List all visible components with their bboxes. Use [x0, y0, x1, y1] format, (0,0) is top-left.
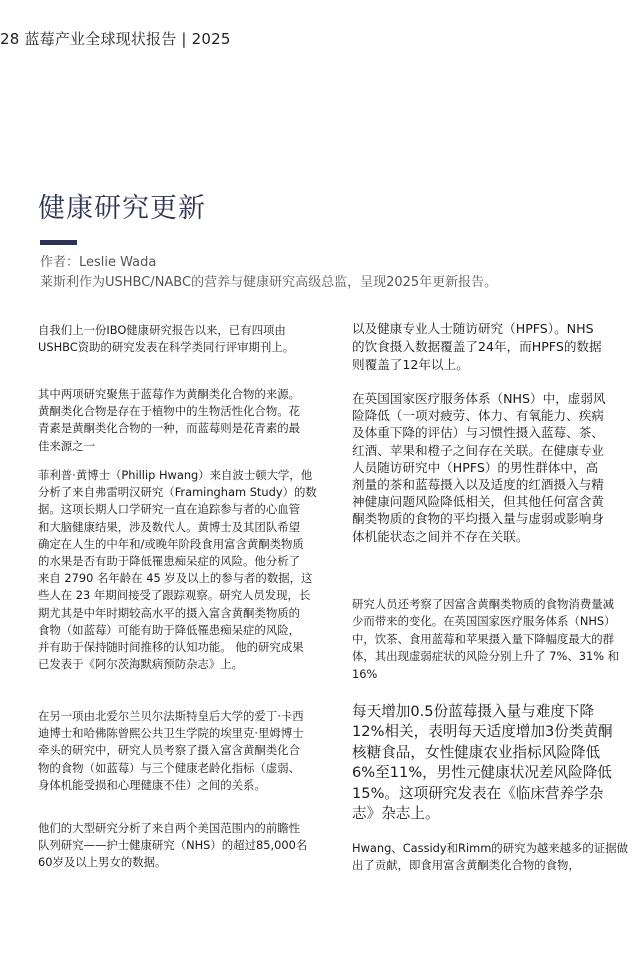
left-para-5 — [38, 820, 307, 872]
text-line: 的饮食摄入数据覆盖了24年，而HPFS的数据 — [352, 339, 602, 355]
text-line: 体，其出现虚弱症状的风险分别上升了 7%、31% 和 — [352, 649, 620, 664]
text-line: 佳来源之一 — [38, 438, 95, 453]
text-line: 核糖食品，女性健康农业指标风险降低 — [352, 743, 601, 761]
text-line: 体机能状态之间并不存在关联。 — [352, 528, 529, 544]
text-line: 以及健康专业人士随访研究（HPFS）。NHS — [352, 321, 594, 336]
text-line: 神健康问题风险降低相关，但其他任何富含黄 — [352, 494, 604, 510]
text-line: Hwang、Cassidy和Rimm的研究为越来越多的证据做 — [352, 841, 628, 855]
text-line: 酮类物质的食物的平均摄入量与虚弱或影响身 — [352, 511, 604, 527]
title-accent-bar — [40, 240, 77, 245]
text-line: 6%至11%，男性元健康状况差风险降低 — [352, 764, 612, 782]
article-title: 健康研究更新 — [38, 193, 206, 224]
text-line: 身体机能受损和心理健康不佳）之间的关系。 — [38, 777, 266, 792]
right-para-2 — [352, 390, 606, 545]
text-line: 分析了来自弗雷明汉研究（Framingham Study）的数 — [38, 485, 317, 500]
text-line: 食物（如蓝莓）可能有助于降低罹患痴呆症的风险， — [38, 622, 300, 637]
text-line: 红酒、苹果和橙子之间存在关联。在健康专业 — [352, 442, 604, 458]
page-header: 28 蓝莓产业全球现状报告 | 2025 — [0, 30, 231, 48]
text-line: 黄酮类化合物是存在于植物中的生物活性化合物。花 — [38, 404, 300, 419]
left-para-3 — [38, 467, 317, 673]
text-line: 16% — [352, 666, 378, 681]
text-line: 12%相关，表明每天适度增加3份类黄酮 — [352, 723, 613, 741]
right-para-4 — [352, 702, 613, 824]
text-line: 据。这项长期人口学研究一直在追踪参与者的心血管 — [38, 502, 300, 517]
text-line: 和大脑健康结果，涉及数代人。黄博士及其团队希望 — [38, 519, 300, 534]
text-line: USHBC资助的研究发表在科学类同行评审期刊上。 — [38, 340, 295, 355]
text-line: 迪博士和哈佛陈曾熙公共卫生学院的埃里克·里姆博士 — [38, 726, 304, 741]
text-line: 队列研究——护士健康研究（NHS）的超过85,000名 — [38, 838, 308, 853]
text-line: 剂量的茶和蓝莓摄入以及适度的红酒摄入与精 — [352, 477, 604, 493]
text-line: 险降低（一项对疲劳、体力、有氧能力、疾病 — [352, 408, 604, 424]
text-line: 在另一项由北爱尔兰贝尔法斯特皇后大学的爱丁·卡西 — [38, 709, 304, 723]
text-line: 其中两项研究聚焦于蓝莓作为黄酮类化合物的来源。 — [38, 387, 300, 401]
text-line: 的水果是否有助于降低罹患痴呆症的风险。他分析了 — [38, 554, 300, 569]
left-para-4 — [38, 708, 304, 794]
author-bio: 莱斯利作为USHBC/NABC的营养与健康研究高级总监，呈现2025年更新报告。 — [40, 275, 498, 290]
text-line: 确定在人生的中年和/或晚年阶段食用富含黄酮类物质 — [38, 536, 304, 551]
text-line: 人员随访研究中（HPFS）的男性群体中，高 — [352, 459, 599, 475]
text-line: 来自 2790 名年龄在 45 岁及以上的参与者的数据，这 — [38, 571, 313, 586]
left-para-2 — [38, 386, 300, 455]
text-line: 他们的大型研究分析了来自两个美国范围内的前瞻性 — [38, 821, 300, 835]
text-line: 菲利普·黄博士（Phillip Hwang）来自波士顿大学，他 — [38, 468, 313, 482]
text-line: 并有助于保持随时间推移的认知功能。 他的研究成果 — [38, 640, 304, 655]
right-para-3 — [352, 596, 619, 683]
text-line: 青素是黄酮类化合物的一种，而蓝莓则是花青素的最 — [38, 421, 300, 436]
text-line: 60岁及以上男女的数据。 — [38, 855, 167, 870]
text-line: 及体重下降的评估）与习惯性摄入蓝莓、茶、 — [352, 425, 604, 441]
right-para-5 — [352, 840, 628, 875]
text-line: 研究人员还考察了因富含黄酮类物质的食物消费量减 — [352, 597, 614, 611]
author-line: 作者：Leslie Wada — [40, 255, 157, 270]
text-line: 在英国国家医疗服务体系（NHS）中，虚弱风 — [352, 391, 606, 406]
text-line: 自我们上一份IBO健康研究报告以来，已有四项由 — [38, 323, 286, 337]
text-line: 期尤其是中年时期较高水平的摄入富含黄酮类物质的 — [38, 605, 300, 620]
text-line: 牵头的研究中，研究人员考察了摄入富含黄酮类化合 — [38, 743, 300, 758]
text-line: 已发表于《阿尔茨海默病预防杂志》上。 — [38, 657, 244, 672]
text-line: 些人在 23 年期间接受了跟踪观察。研究人员发现，长 — [38, 588, 311, 603]
text-line: 少而带来的变化。在英国国家医疗服务体系（NHS） — [352, 614, 616, 629]
text-line: 中，饮茶、食用蓝莓和苹果摄入量下降幅度最大的群 — [352, 631, 614, 646]
text-line: 则覆盖了12年以上。 — [352, 357, 469, 373]
right-para-1 — [352, 320, 602, 375]
text-line: 志》杂志上。 — [352, 805, 440, 823]
left-para-1 — [38, 322, 294, 356]
text-line: 物的食物（如蓝莓）与三个健康老龄化指标（虚弱、 — [38, 760, 300, 775]
text-line: 每天增加0.5份蓝莓摄入量与难度下降 — [352, 703, 595, 720]
text-line: 15%。这项研究发表在《临床营养学杂 — [352, 784, 604, 802]
text-line: 出了贡献，即食用富含黄酮类化合物的食物， — [352, 858, 580, 873]
